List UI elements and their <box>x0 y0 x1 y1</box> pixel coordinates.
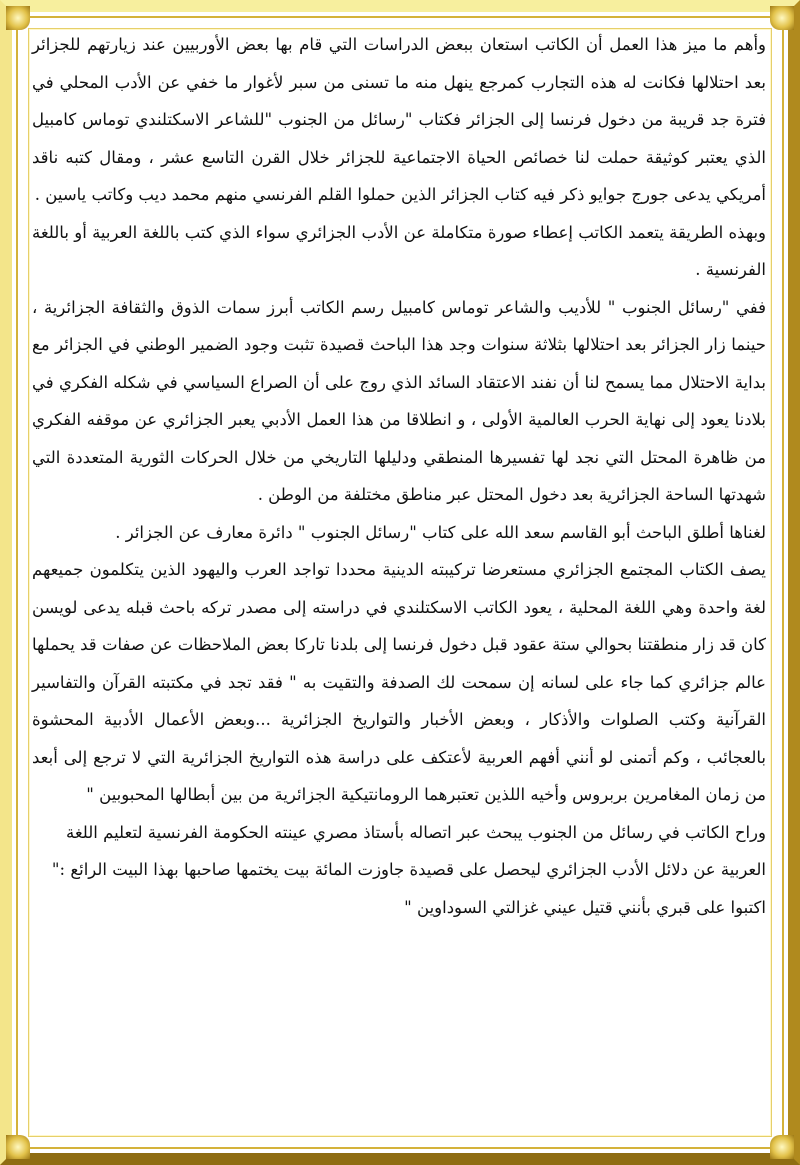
document-body <box>32 26 766 926</box>
paragraph-intro-sources: وأهم ما ميز هذا العمل أن الكاتب استعان ببعض الدراسات التي قام بها بعض الأوربيين عند زيارتهم للجزائر بعد احتلالها فكانت له هذه التجارب كمرجع ينهل منه ما تسنى من سبر لأغوار ما خفي عن الأدب المحلي في فترة جد قريبة من دخول فرنسا إلى الجزائر فكتاب "رسائل من الجنوب "للشاعر الاسكتلندي توماس كامبيل الذي يعتبر كوثيقة حملت لنا خصائص الحياة الاجتماعية للجزائر خلال القرن التاسع عشر ، ومقال كتبه ناقد أمريكي يدعى جورج جوايو ذكر فيه كتاب الجزائر الذين حملوا القلم الفرنسي منهم محمد ديب وكاتب ياسين . <box>32 35 766 204</box>
paragraph-letters-from-south: ففي "رسائل الجنوب " للأديب والشاعر توماس كامبيل رسم الكاتب أبرز سمات الذوق والثقافة الجزائرية ، حينما زار الجزائر بعد احتلالها بثلاثة سنوات وجد هذا الباحث قصيدة تثبت وجود الضمير الوطني في الجزائر مع بداية الاحتلال مما يسمح لنا أن نفند الاعتقاد السائد الذي روج على أن الصراع السياسي في شكله الفكري في بلادنا يعود إلى نهاية الحرب العالمية الأولى ، و انطلاقا من هذا العمل الأدبي يعبر الجزائري عن موقفه الفكري من ظاهرة المحتل التي نجد لها تفسيرها المنطقي ودليلها التاريخي من خلال الحركات الثورية المتعددة التي شهدتها الساحة الجزائرية بعد دخول المحتل عبر مناطق مختلفة من الوطن . <box>32 297 766 504</box>
paragraph-method: وبهذه الطريقة يتعمد الكاتب إعطاء صورة متكاملة عن الأدب الجزائري سواء الذي كتب باللغة العربية أو باللغة الفرنسية . <box>32 222 766 279</box>
frame-corner-ornament <box>6 6 30 30</box>
paragraph-society-description: يصف الكتاب المجتمع الجزائري مستعرضا تركيبته الدينية محددا تواجد العرب واليهود الذين يتكلمون جميعهم لغة واحدة وهي اللغة المحلية ، يعود الكاتب الاسكتلندي في دراسته إلى مصدر تركه باحث قبله يدعى لويسن كان قد زار منطقتنا بحوالي ستة عقود قبل دخول فرنسا إلى بلدنا تاركا بعض الملاحظات عن صفات قد يحملها عالم جزائري كما جاء على لسانه إن سمحت لك الصدفة والتقيت به " فقد تجد في مكتبته القرآن والتفاسير القرآنية وكتب الصلوات والأذكار ، وبعض الأخبار والتواريخ الجزائرية ...وبعض الأعمال الأدبية المحشوة بالعجائب ، وكم أتمنى لو أنني أفهم العربية لأعتكف على دراسة هذه التواريخ الجزائرية التي لا ترجع إلى أبعد من زمان المغامرين بربروس وأخيه اللذين تعتبرهما الرومانتيكية الجزائرية من بين أبطالها المحبوبين " <box>32 560 767 804</box>
paragraph-egyptian-teacher: وراح الكاتب في رسائل من الجنوب يبحث عبر اتصاله بأستاذ مصري عينته الحكومة الفرنسية لتعليم اللغة العربية عن دلائل الأدب الجزائري ليحصل على قصيدة جاوزت المائة بيت يختمها صاحبها بهذا البيت الرائع :" اكتبوا على قبري بأنني قتيل عيني غزالتي السوداوين " <box>51 822 766 917</box>
frame-corner-ornament <box>770 6 794 30</box>
frame-corner-ornament <box>6 1135 30 1159</box>
frame-corner-ornament <box>770 1135 794 1159</box>
paragraph-encyclopedia: لغناها أطلق الباحث أبو القاسم سعد الله على كتاب "رسائل الجنوب " دائرة معارف عن الجزائر . <box>115 522 766 542</box>
